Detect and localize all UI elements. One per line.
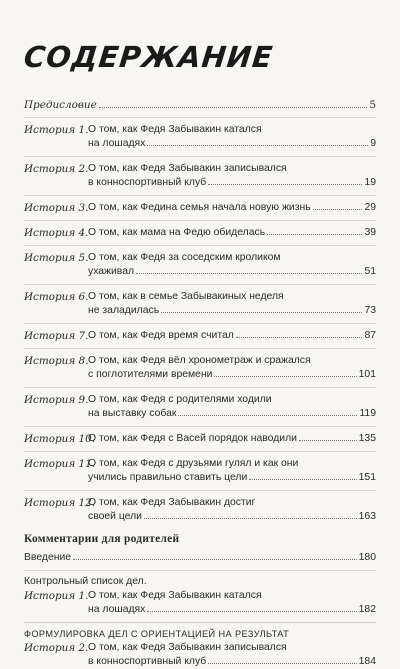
entry-label: История 4.	[24, 227, 89, 239]
entry-body	[88, 201, 376, 215]
entry-line	[88, 251, 376, 265]
dot-leader	[147, 145, 368, 146]
entry-body	[88, 123, 376, 151]
entry-label: История 3.	[24, 202, 89, 214]
dot-leader	[208, 184, 362, 185]
entry-line	[88, 265, 376, 279]
entry-label: Введение	[24, 552, 72, 563]
toc-entry-intro[interactable]	[24, 551, 376, 565]
entry-body	[88, 432, 376, 446]
toc-entry[interactable]	[0, 432, 400, 446]
page-title: СОДЕРЖАНИЕ	[22, 40, 275, 74]
entry-text: на лошадях	[88, 604, 146, 615]
entry-text: О том, как Федя вёл хронометраж и сражался	[88, 355, 311, 366]
page-number: 151	[358, 472, 376, 483]
entry-line	[88, 226, 376, 240]
entry-line	[24, 551, 376, 565]
entry-label: История 1.	[24, 590, 89, 602]
entry-divider	[24, 622, 376, 623]
entry-line	[88, 354, 376, 368]
entry-line	[88, 176, 376, 190]
dot-leader	[73, 559, 357, 560]
page-number: 39	[364, 227, 376, 238]
entry-text: О том, как Федя время считал	[88, 330, 234, 341]
toc-entry[interactable]	[0, 226, 400, 240]
entry-label: Предисловие	[24, 99, 97, 111]
entry-line	[88, 641, 376, 655]
entry-label: История 2.	[24, 163, 89, 175]
entry-label: История 9.	[24, 394, 89, 406]
entry-line	[88, 496, 376, 510]
page-number: 119	[359, 408, 376, 419]
entry-text: на выставку собак	[88, 408, 177, 419]
entry-body	[88, 251, 376, 279]
entry-text: в конноспортивный клуб	[88, 177, 207, 188]
entry-divider	[24, 348, 376, 349]
entry-label: История 1.	[24, 124, 89, 136]
dot-leader	[144, 518, 357, 519]
entry-label: История 2.	[24, 642, 89, 654]
entry-label: История 11.	[24, 458, 96, 470]
comments-heading: Комментарии для родителей	[24, 533, 180, 545]
page-number: 51	[364, 266, 376, 277]
entry-text: О том, как в семье Забывакиных неделя	[88, 291, 284, 302]
toc-entry[interactable]	[0, 290, 400, 318]
page-number: 19	[364, 177, 376, 188]
entry-divider	[24, 490, 376, 491]
entry-body	[88, 589, 376, 617]
entry-line	[88, 589, 376, 603]
dot-leader	[236, 337, 363, 338]
entry-text: с поглотителями времени	[88, 369, 213, 380]
entry-text: О том, как Федя за соседским кроликом	[88, 252, 281, 263]
entry-divider	[24, 195, 376, 196]
entry-line	[88, 457, 376, 471]
toc-entry[interactable]	[0, 496, 400, 524]
checklist-title: Контрольный список дел.	[24, 576, 147, 587]
entry-body	[88, 496, 376, 524]
entry-body	[88, 641, 376, 669]
entry-line	[88, 123, 376, 137]
toc-entry[interactable]	[0, 251, 400, 279]
page-number: 73	[364, 305, 376, 316]
entry-divider	[24, 245, 376, 246]
dot-leader	[214, 376, 356, 377]
entry-text: О том, как Федя Забывакин катался	[88, 590, 262, 601]
entry-text: в конноспортивный клуб	[88, 656, 207, 667]
entry-text: О том, как Федя Забывакин катался	[88, 124, 262, 135]
entry-label: История 6.	[24, 291, 89, 303]
toc-entry[interactable]	[0, 123, 400, 151]
entry-line	[88, 471, 376, 485]
entry-line	[88, 137, 376, 151]
entry-divider	[24, 220, 376, 221]
entry-text: О том, как Федина семья начала новую жизнь	[88, 202, 311, 213]
entry-divider	[24, 323, 376, 324]
dot-leader	[249, 479, 356, 480]
page-number: 9	[370, 138, 376, 149]
toc-entry[interactable]	[0, 354, 400, 382]
entry-text: О том, как Федя с родителями ходили	[88, 394, 272, 405]
entry-text: О том, как Федя Забывакин достиг	[88, 497, 256, 508]
page-number: 5	[369, 99, 376, 111]
entry-line	[88, 655, 376, 669]
page-number: 29	[364, 202, 376, 213]
entry-line	[24, 98, 376, 112]
dot-leader	[161, 312, 362, 313]
entry-divider	[24, 117, 376, 118]
dot-leader	[267, 234, 362, 235]
entry-divider	[24, 284, 376, 285]
entry-text: О том, как Федя Забывакин записывался	[88, 642, 287, 653]
dot-leader	[147, 611, 356, 612]
entry-label: История 7.	[24, 330, 89, 342]
page-number: 163	[358, 511, 376, 522]
toc-entry[interactable]	[0, 393, 400, 421]
entry-line	[88, 368, 376, 382]
toc-entry[interactable]	[0, 201, 400, 215]
entry-body	[88, 290, 376, 318]
page-number: 101	[358, 369, 376, 380]
entry-line	[88, 393, 376, 407]
entry-label: История 10.	[24, 433, 96, 445]
page-number: 180	[358, 552, 376, 563]
entry-text: учились правильно ставить цели	[88, 472, 248, 483]
entry-body	[88, 162, 376, 190]
entry-body	[88, 457, 376, 485]
entry-body	[88, 393, 376, 421]
entry-divider	[24, 156, 376, 157]
entry-label: История 12.	[24, 497, 96, 509]
entry-text: О том, как Федя с Васей порядок наводили	[88, 433, 297, 444]
entry-body	[88, 226, 376, 240]
toc-entry[interactable]	[0, 589, 400, 617]
entry-line	[88, 304, 376, 318]
dot-leader	[299, 440, 357, 441]
entry-line	[88, 201, 376, 215]
entry-line	[88, 510, 376, 524]
dot-leader	[178, 415, 357, 416]
entry-text: О том, как Федя Забывакин записывался	[88, 163, 287, 174]
page-number: 87	[364, 330, 376, 341]
dot-leader	[313, 209, 363, 210]
toc-entry[interactable]	[0, 162, 400, 190]
toc-entry[interactable]	[0, 641, 400, 669]
dot-leader	[136, 273, 362, 274]
entry-divider	[24, 387, 376, 388]
entry-text: ухаживал	[88, 266, 135, 277]
entry-text: О том, как Федя с друзьями гулял и как они	[88, 458, 299, 469]
dot-leader	[208, 663, 356, 664]
entry-text: на лошадях	[88, 138, 146, 149]
entry-line	[88, 603, 376, 617]
toc-entry[interactable]	[0, 329, 400, 343]
dot-leader	[99, 107, 368, 108]
result-title: ФОРМУЛИРОВКА ДЕЛ С ОРИЕНТАЦИЕЙ НА РЕЗУЛЬТАТ	[24, 629, 290, 639]
entry-line	[88, 432, 376, 446]
entry-body	[88, 354, 376, 382]
page-number: 182	[358, 604, 376, 615]
toc-entry[interactable]	[0, 457, 400, 485]
entry-divider	[24, 570, 376, 571]
page-number: 184	[358, 656, 376, 667]
entry-line	[88, 407, 376, 421]
entry-body	[88, 329, 376, 343]
page-number: 135	[358, 433, 376, 444]
entry-text: своей цели	[88, 511, 142, 522]
entry-label: История 5.	[24, 252, 89, 264]
entry-text: не заладилась	[88, 305, 160, 316]
entry-text: О том, как мама на Федю обиделась	[88, 227, 266, 238]
entry-divider	[24, 451, 376, 452]
entry-line	[88, 290, 376, 304]
entry-label: История 8.	[24, 355, 89, 367]
entry-line	[88, 329, 376, 343]
entry-line	[88, 162, 376, 176]
entry-divider	[24, 426, 376, 427]
